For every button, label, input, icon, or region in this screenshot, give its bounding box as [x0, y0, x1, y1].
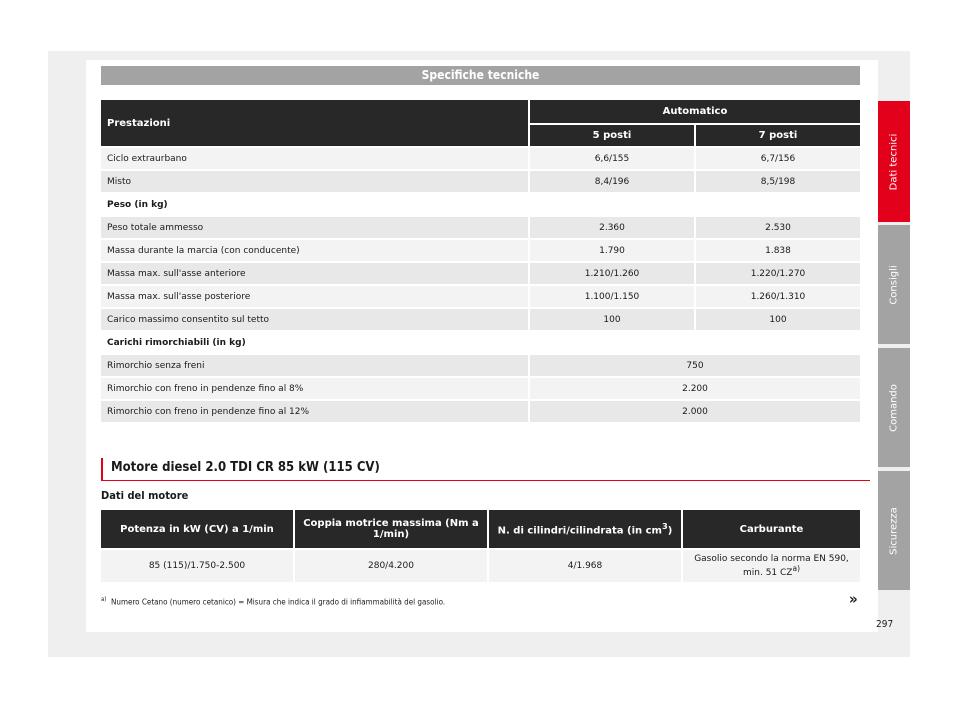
header-carburante: Carburante: [683, 510, 860, 548]
value-5: 1.790: [530, 240, 694, 261]
table-row: [101, 148, 860, 169]
tab-label: Comando: [888, 383, 900, 432]
table-row: [101, 355, 860, 376]
cell-carburante: [683, 550, 860, 582]
tab-consigli[interactable]: [878, 225, 910, 344]
cell-coppia: 280/4.200: [295, 550, 487, 582]
tab-label: Dati tecnici: [888, 133, 900, 190]
page-number: 297: [876, 619, 894, 630]
row-label: Rimorchio senza freni: [101, 355, 528, 376]
header-potenza: Potenza in kW (CV) a 1/min: [101, 510, 293, 548]
section-peso: Peso (in kg): [101, 194, 860, 215]
value-5: 1.210/1.260: [530, 263, 694, 284]
footnote-ref: a): [792, 564, 800, 573]
table-row: [101, 378, 860, 399]
value-5: 6,6/155: [530, 148, 694, 169]
table-row: [101, 171, 860, 192]
table-row: [101, 240, 860, 261]
tab-label: Sicurezza: [888, 506, 900, 555]
value-7: 100: [696, 309, 860, 330]
header-prestazioni: Prestazioni: [101, 100, 528, 146]
section-row: [101, 332, 860, 353]
footnote-text: Numero Cetano (numero cetanico) = Misura che indica il grado di infiammabilità del gasolio.: [111, 597, 446, 607]
value: 2.200: [530, 378, 860, 399]
value-7: 1.260/1.310: [696, 286, 860, 307]
table-row: [101, 217, 860, 238]
value: 750: [530, 355, 860, 376]
value: 2.000: [530, 401, 860, 422]
table-row: [101, 286, 860, 307]
row-label: Carico massimo consentito sul tetto: [101, 309, 528, 330]
footnote: [101, 596, 445, 607]
tab-dati-tecnici[interactable]: [878, 101, 910, 222]
cell-cilindri: 4/1.968: [489, 550, 681, 582]
row-label: Peso totale ammesso: [101, 217, 528, 238]
section-subtitle: Dati del motore: [101, 489, 189, 502]
header-7-posti: 7 posti: [696, 125, 860, 146]
tab-sicurezza[interactable]: [878, 471, 910, 590]
value-7: 1.220/1.270: [696, 263, 860, 284]
engine-table: [99, 508, 862, 584]
header-cilindri-text: N. di cilindri/cilindrata (in cm: [497, 525, 662, 537]
tab-label: Consigli: [888, 264, 900, 305]
header-5-posti: 5 posti: [530, 125, 694, 146]
row-label: Ciclo extraurbano: [101, 148, 528, 169]
header-automatico: Automatico: [530, 100, 860, 123]
value-5: 2.360: [530, 217, 694, 238]
row-label: Massa durante la marcia (con conducente): [101, 240, 528, 261]
value-7: 6,7/156: [696, 148, 860, 169]
value-7: 8,5/198: [696, 171, 860, 192]
row-label: Massa max. sull'asse posteriore: [101, 286, 528, 307]
table-row: [101, 401, 860, 422]
value-5: 100: [530, 309, 694, 330]
header-cilindri: [489, 510, 681, 548]
section-heading: Motore diesel 2.0 TDI CR 85 kW (115 CV): [101, 458, 870, 481]
row-label: Massa max. sull'asse anteriore: [101, 263, 528, 284]
cell-potenza: 85 (115)/1.750-2.500: [101, 550, 293, 582]
table-row: [101, 263, 860, 284]
row-label: Rimorchio con freno in pendenze fino al 8%: [101, 378, 528, 399]
footnote-mark: a): [101, 596, 107, 603]
performance-table: [99, 98, 862, 424]
value-5: 1.100/1.150: [530, 286, 694, 307]
value-7: 1.838: [696, 240, 860, 261]
section-carichi: Carichi rimorchiabili (in kg): [101, 332, 860, 353]
section-row: [101, 194, 860, 215]
value-7: 2.530: [696, 217, 860, 238]
value-5: 8,4/196: [530, 171, 694, 192]
page-header: Specifiche tecniche: [101, 66, 860, 85]
next-page-chevron-icon[interactable]: »: [849, 590, 858, 608]
table-row: [101, 550, 860, 582]
header-cilindri-end: ): [667, 525, 673, 537]
table-row: [101, 309, 860, 330]
header-coppia: Coppia motrice massima (Nm a 1/min): [295, 510, 487, 548]
row-label: Rimorchio con freno in pendenze fino al 12%: [101, 401, 528, 422]
row-label: Misto: [101, 171, 528, 192]
cell-carburante-text: Gasolio secondo la norma EN 590, min. 51 CZ: [694, 554, 849, 578]
tab-comando[interactable]: [878, 348, 910, 467]
header-cilindri-sup: 3: [661, 521, 668, 532]
